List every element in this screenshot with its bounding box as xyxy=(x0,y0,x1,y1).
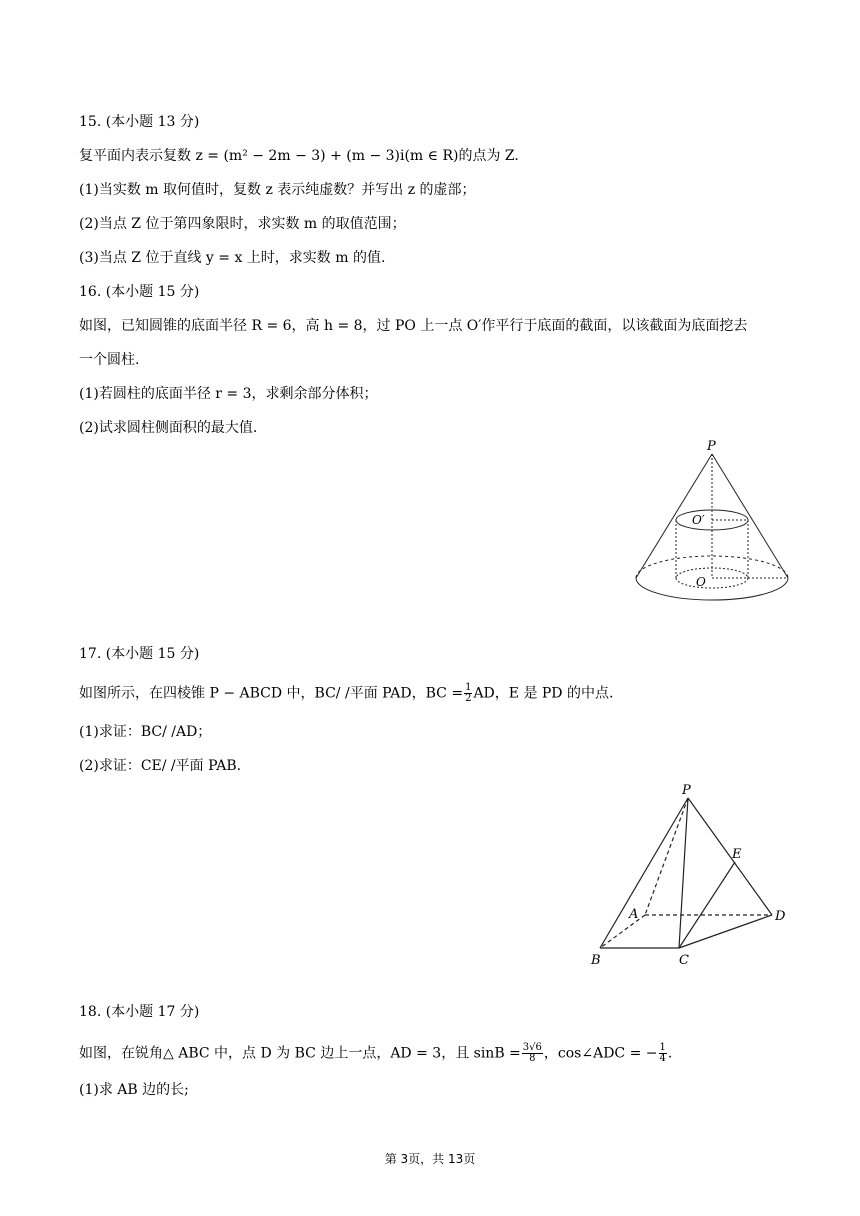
q16-stem-line2: 一个圆柱. xyxy=(79,352,140,368)
edge-CD xyxy=(679,915,772,948)
label-O-prime: O′ xyxy=(692,513,705,527)
q15-part1: (1)当实数 m 取何值时，复数 z 表示纯虚数？并写出 z 的虚部； xyxy=(79,182,476,198)
q18-stem-pre: 如图，在锐角△ ABC 中，点 D 为 BC 边上一点，AD = 3，且 sinB = xyxy=(79,1045,521,1062)
q17-header: 17. (本小题 15 分) xyxy=(79,646,200,662)
label-B: B xyxy=(591,953,601,968)
q15-header: 15. (本小题 13 分) xyxy=(79,114,200,130)
page-footer: 第 3页，共 13页 xyxy=(384,1152,476,1166)
q18-stem-mid: ，cos∠ADC = − xyxy=(543,1045,658,1062)
q18-stem xyxy=(79,1043,672,1064)
q16-part1: (1)若圆柱的底面半径 r = 3，求剩余部分体积； xyxy=(79,386,378,402)
edge-PB xyxy=(600,798,688,948)
pyramid-figure xyxy=(585,780,795,970)
q17-part1: (1)求证：BC/ /AD； xyxy=(79,724,212,740)
q18-fraction-sinB: $\frac{3√6}{8}$ xyxy=(522,1042,542,1064)
q16-part2: (2)试求圆柱侧面积的最大值. xyxy=(79,420,258,436)
q16-stem-line1: 如图，已知圆锥的底面半径 R = 6，高 h = 8，过 PO 上一点 O′作平行于底面的截面，以该截面为底面挖去 xyxy=(79,318,748,334)
label-C: C xyxy=(679,953,689,968)
q17-fraction: $\frac{1}{2}$ xyxy=(465,682,472,704)
edge-CE xyxy=(679,862,735,948)
q18-stem-post: . xyxy=(667,1045,673,1062)
label-E: E xyxy=(732,847,742,862)
q15-stem: 复平面内表示复数 z = (m² − 2m − 3) + (m − 3)i(m ∈ R)的点为 Z. xyxy=(79,148,519,164)
q18-fraction-cos: $\frac{1}{4}$ xyxy=(659,1042,666,1064)
q15-part3: (3)当点 Z 位于直线 y = x 上时，求实数 m 的值. xyxy=(79,250,386,266)
q17-part2: (2)求证：CE/ /平面 PAB. xyxy=(79,758,242,774)
cone-cylinder-figure xyxy=(630,438,795,610)
edge-PD xyxy=(688,798,772,915)
q17-stem-pre: 如图所示，在四棱锥 P − ABCD 中，BC/ /平面 PAD，BC = xyxy=(79,685,464,702)
q17-stem-post: AD，E 是 PD 的中点. xyxy=(473,685,614,702)
label-A: A xyxy=(629,907,639,922)
q18-part1: (1)求 AB 边的长; xyxy=(79,1082,189,1098)
label-P: P xyxy=(682,783,691,798)
cone-base-front xyxy=(636,578,788,600)
q15-part2: (2)当点 Z 位于第四象限时，求实数 m 的取值范围； xyxy=(79,216,406,232)
label-P: P xyxy=(707,439,716,454)
label-D: D xyxy=(775,909,786,924)
q18-header: 18. (本小题 17 分) xyxy=(79,1004,200,1020)
q17-stem xyxy=(79,683,613,704)
label-O: O xyxy=(696,575,706,589)
q16-header: 16. (本小题 15 分) xyxy=(79,284,200,300)
